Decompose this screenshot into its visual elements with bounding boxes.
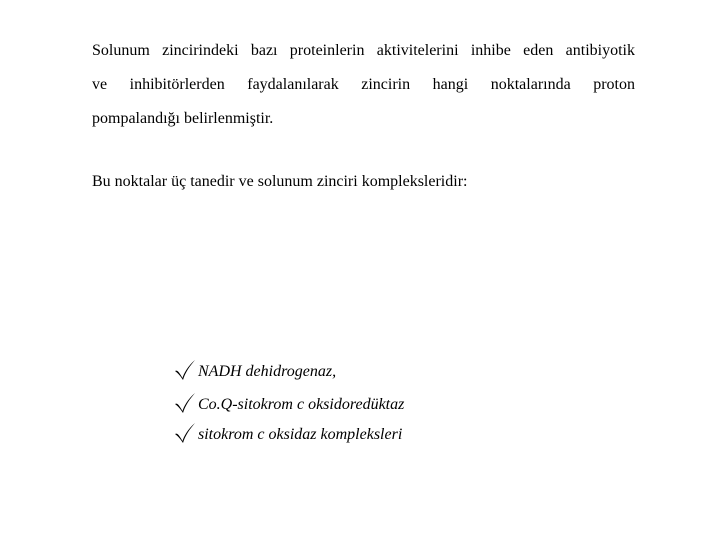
- list-item-text: NADH dehidrogenaz,: [198, 363, 337, 380]
- list-item: [173, 419, 402, 445]
- checkmark-icon: [173, 421, 197, 445]
- intro-line: Bu noktalar üç tanedir ve solunum zinciri kompleksleridir:: [92, 173, 468, 190]
- checkmark-icon: [173, 391, 197, 415]
- paragraph-line-1: Solunum zincirindeki bazı proteinlerin aktivitelerini inhibe eden antibiyotik: [92, 42, 635, 59]
- list-item-text: Co.Q-sitokrom c oksidoredüktaz: [198, 396, 405, 413]
- list-item: [173, 356, 336, 382]
- paragraph-line-2: ve inhibitörlerden faydalanılarak zincirin hangi noktalarında proton: [92, 76, 635, 93]
- list-item-text: sitokrom c oksidaz kompleksleri: [198, 426, 403, 443]
- paragraph-line-3: pompalandığı belirlenmiştir.: [92, 110, 274, 127]
- checkmark-icon: [173, 358, 197, 382]
- list-item: [173, 389, 404, 415]
